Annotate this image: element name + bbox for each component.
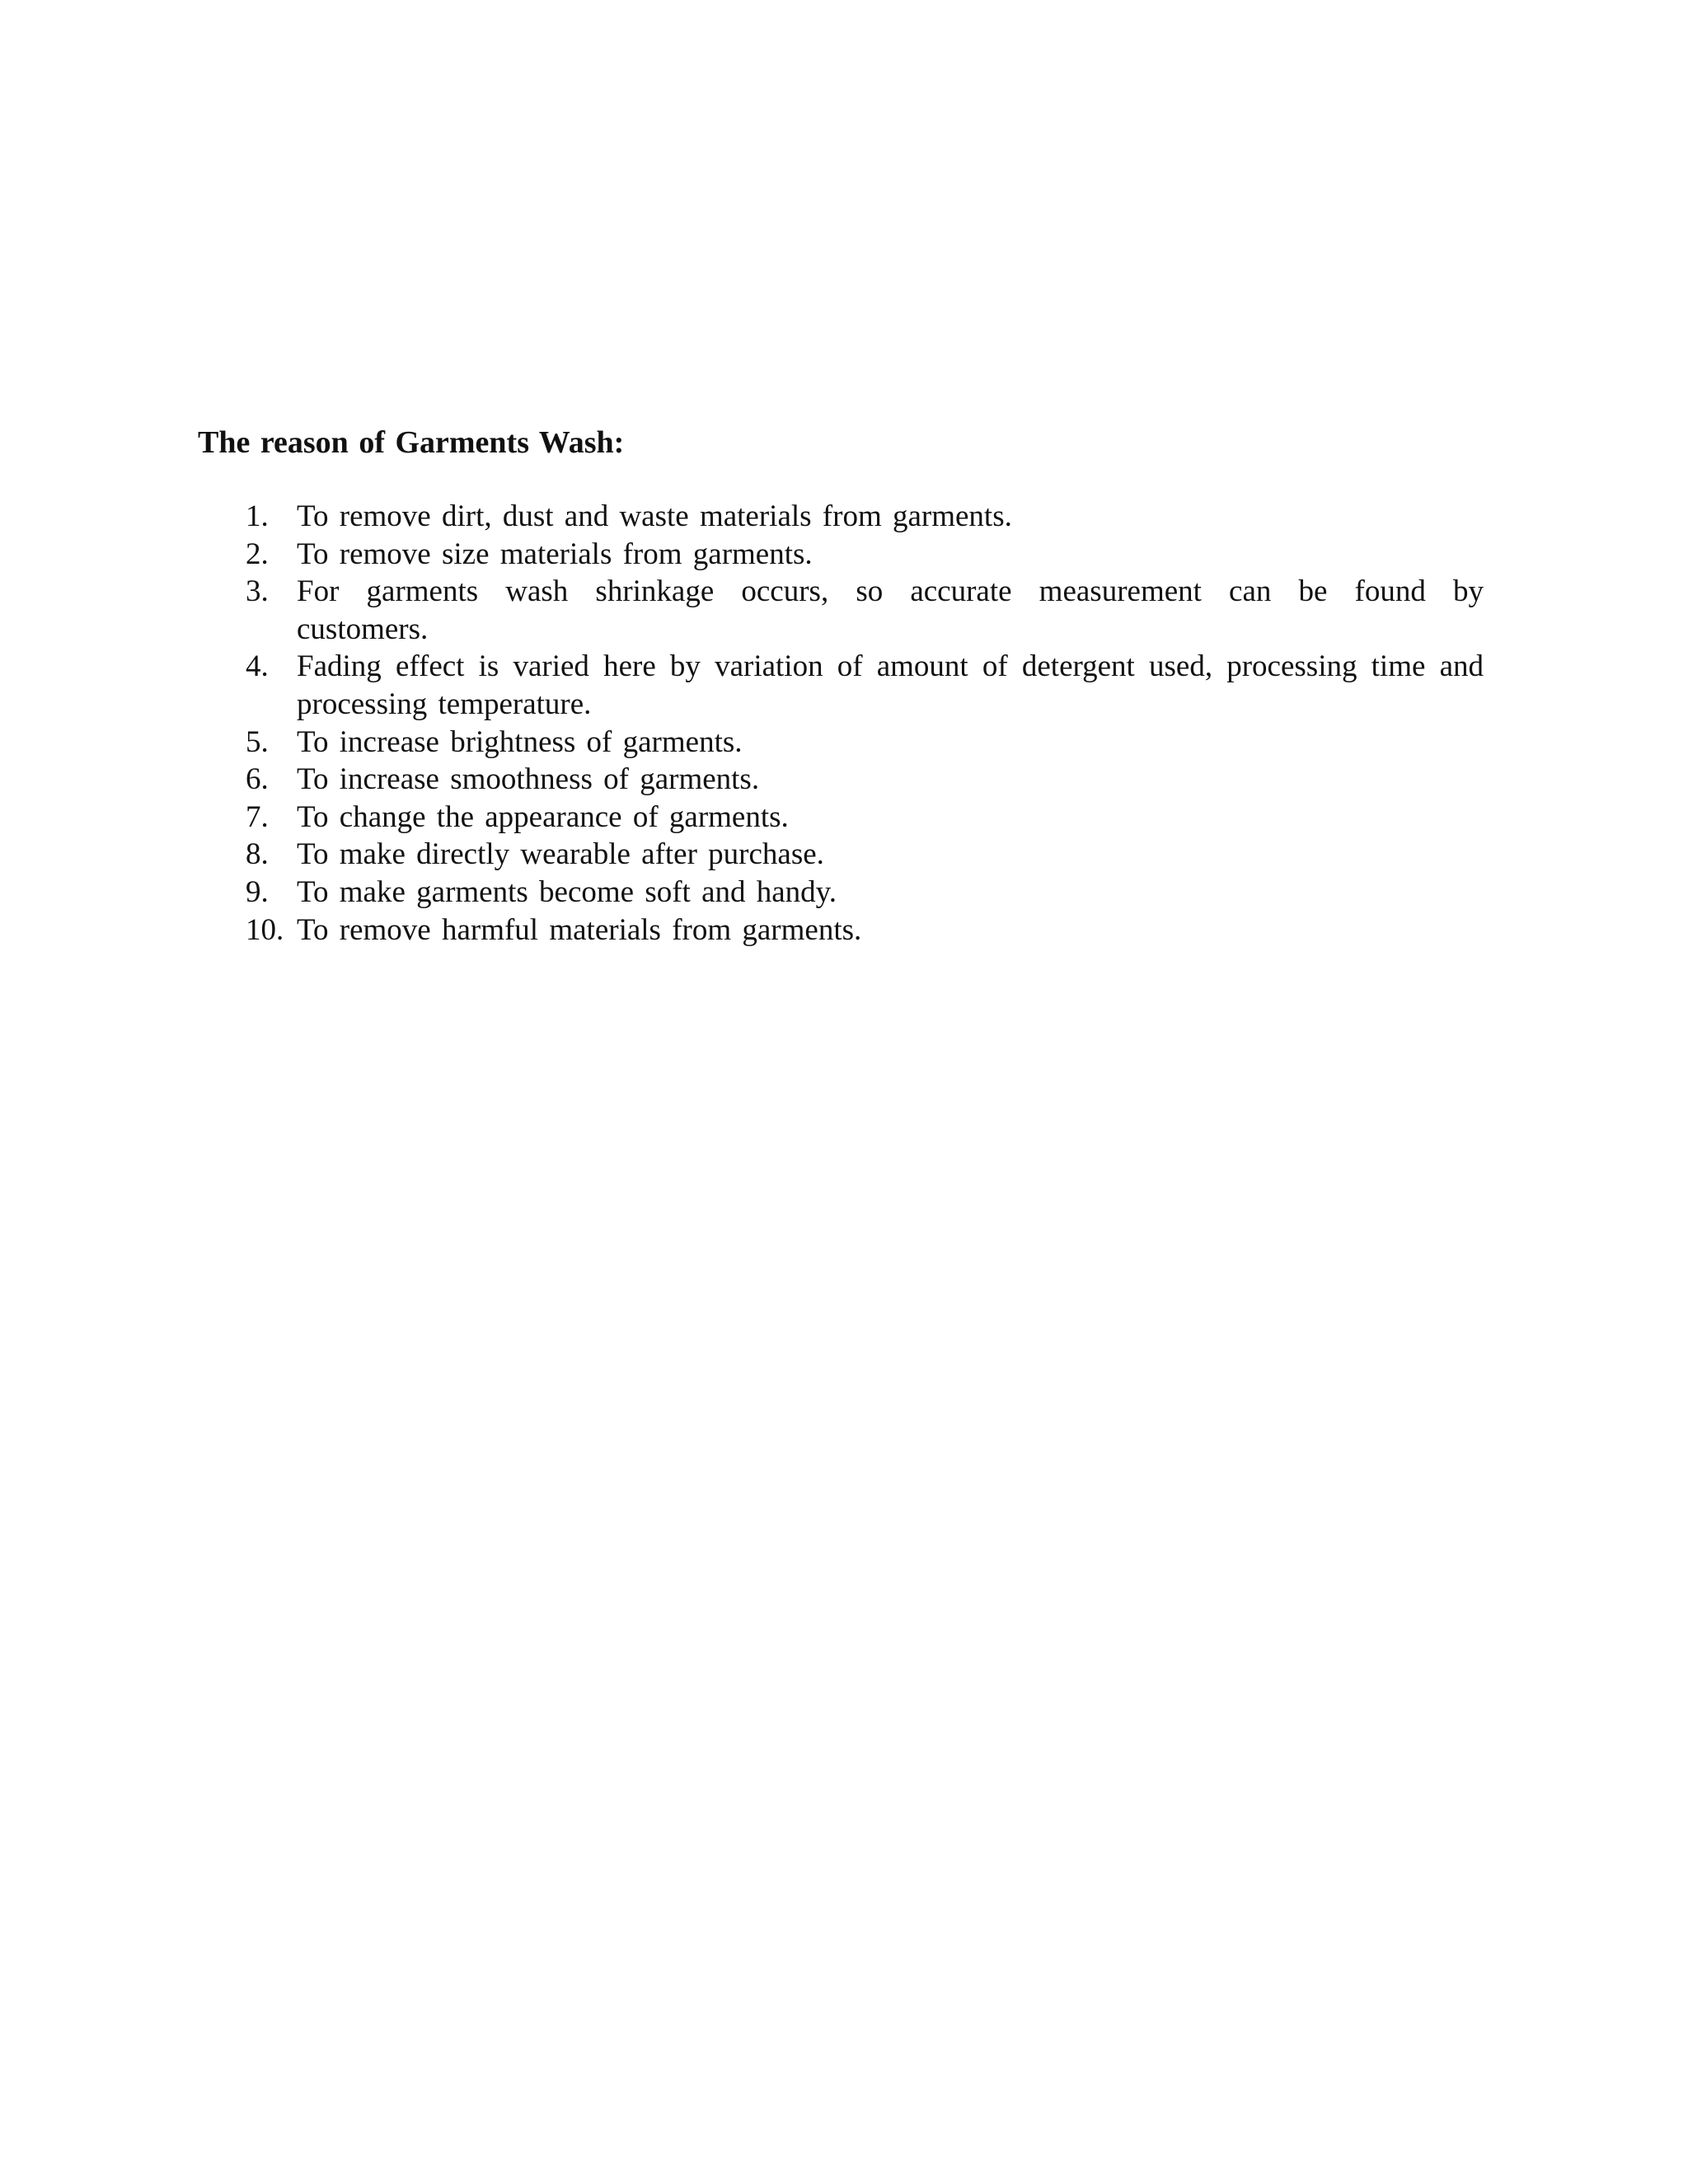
list-item-number: 9. bbox=[246, 874, 269, 909]
list-item bbox=[198, 874, 1484, 912]
list-item bbox=[198, 912, 1484, 949]
list-item bbox=[198, 536, 1484, 574]
list-item bbox=[198, 799, 1484, 837]
list-item bbox=[198, 573, 1484, 648]
list-item-text: To change the appearance of garments. bbox=[297, 799, 789, 834]
list-item-text-continued: customers. bbox=[297, 612, 429, 646]
list-item-number: 8. bbox=[246, 837, 269, 872]
list-item-text: Fading effect is varied here by variation of amount of detergent used, processing time and bbox=[297, 649, 1484, 684]
list-item bbox=[198, 648, 1484, 723]
list-item-text: To increase brightness of garments. bbox=[297, 724, 743, 759]
list-item-number: 6. bbox=[246, 762, 269, 797]
list-item-number: 7. bbox=[246, 799, 269, 834]
list-item-number: 5. bbox=[246, 724, 269, 759]
list-item-number: 2. bbox=[246, 537, 269, 571]
list-item-text: To make directly wearable after purchase. bbox=[297, 837, 824, 872]
list-item-text: To increase smoothness of garments. bbox=[297, 762, 760, 797]
section-heading: The reason of Garments Wash: bbox=[198, 425, 625, 460]
list-item-text: To make garments become soft and handy. bbox=[297, 874, 837, 909]
list-item bbox=[198, 724, 1484, 762]
list-item bbox=[198, 761, 1484, 799]
list-item-text: To remove dirt, dust and waste materials from garments. bbox=[297, 499, 1012, 533]
list-item-number: 1. bbox=[246, 499, 269, 533]
list-item-text: To remove harmful materials from garments. bbox=[297, 912, 862, 947]
list-item-number: 10. bbox=[246, 912, 284, 947]
list-item-number: 3. bbox=[246, 574, 269, 609]
list-item bbox=[198, 836, 1484, 874]
list-item-text: To remove size materials from garments. bbox=[297, 537, 813, 571]
list-item bbox=[198, 498, 1484, 536]
list-item-text-continued: processing temperature. bbox=[297, 687, 592, 721]
reasons-list bbox=[198, 498, 1484, 949]
list-item-number: 4. bbox=[246, 649, 269, 684]
list-item-text: For garments wash shrinkage occurs, so accurate measurement can be found by bbox=[297, 574, 1484, 609]
